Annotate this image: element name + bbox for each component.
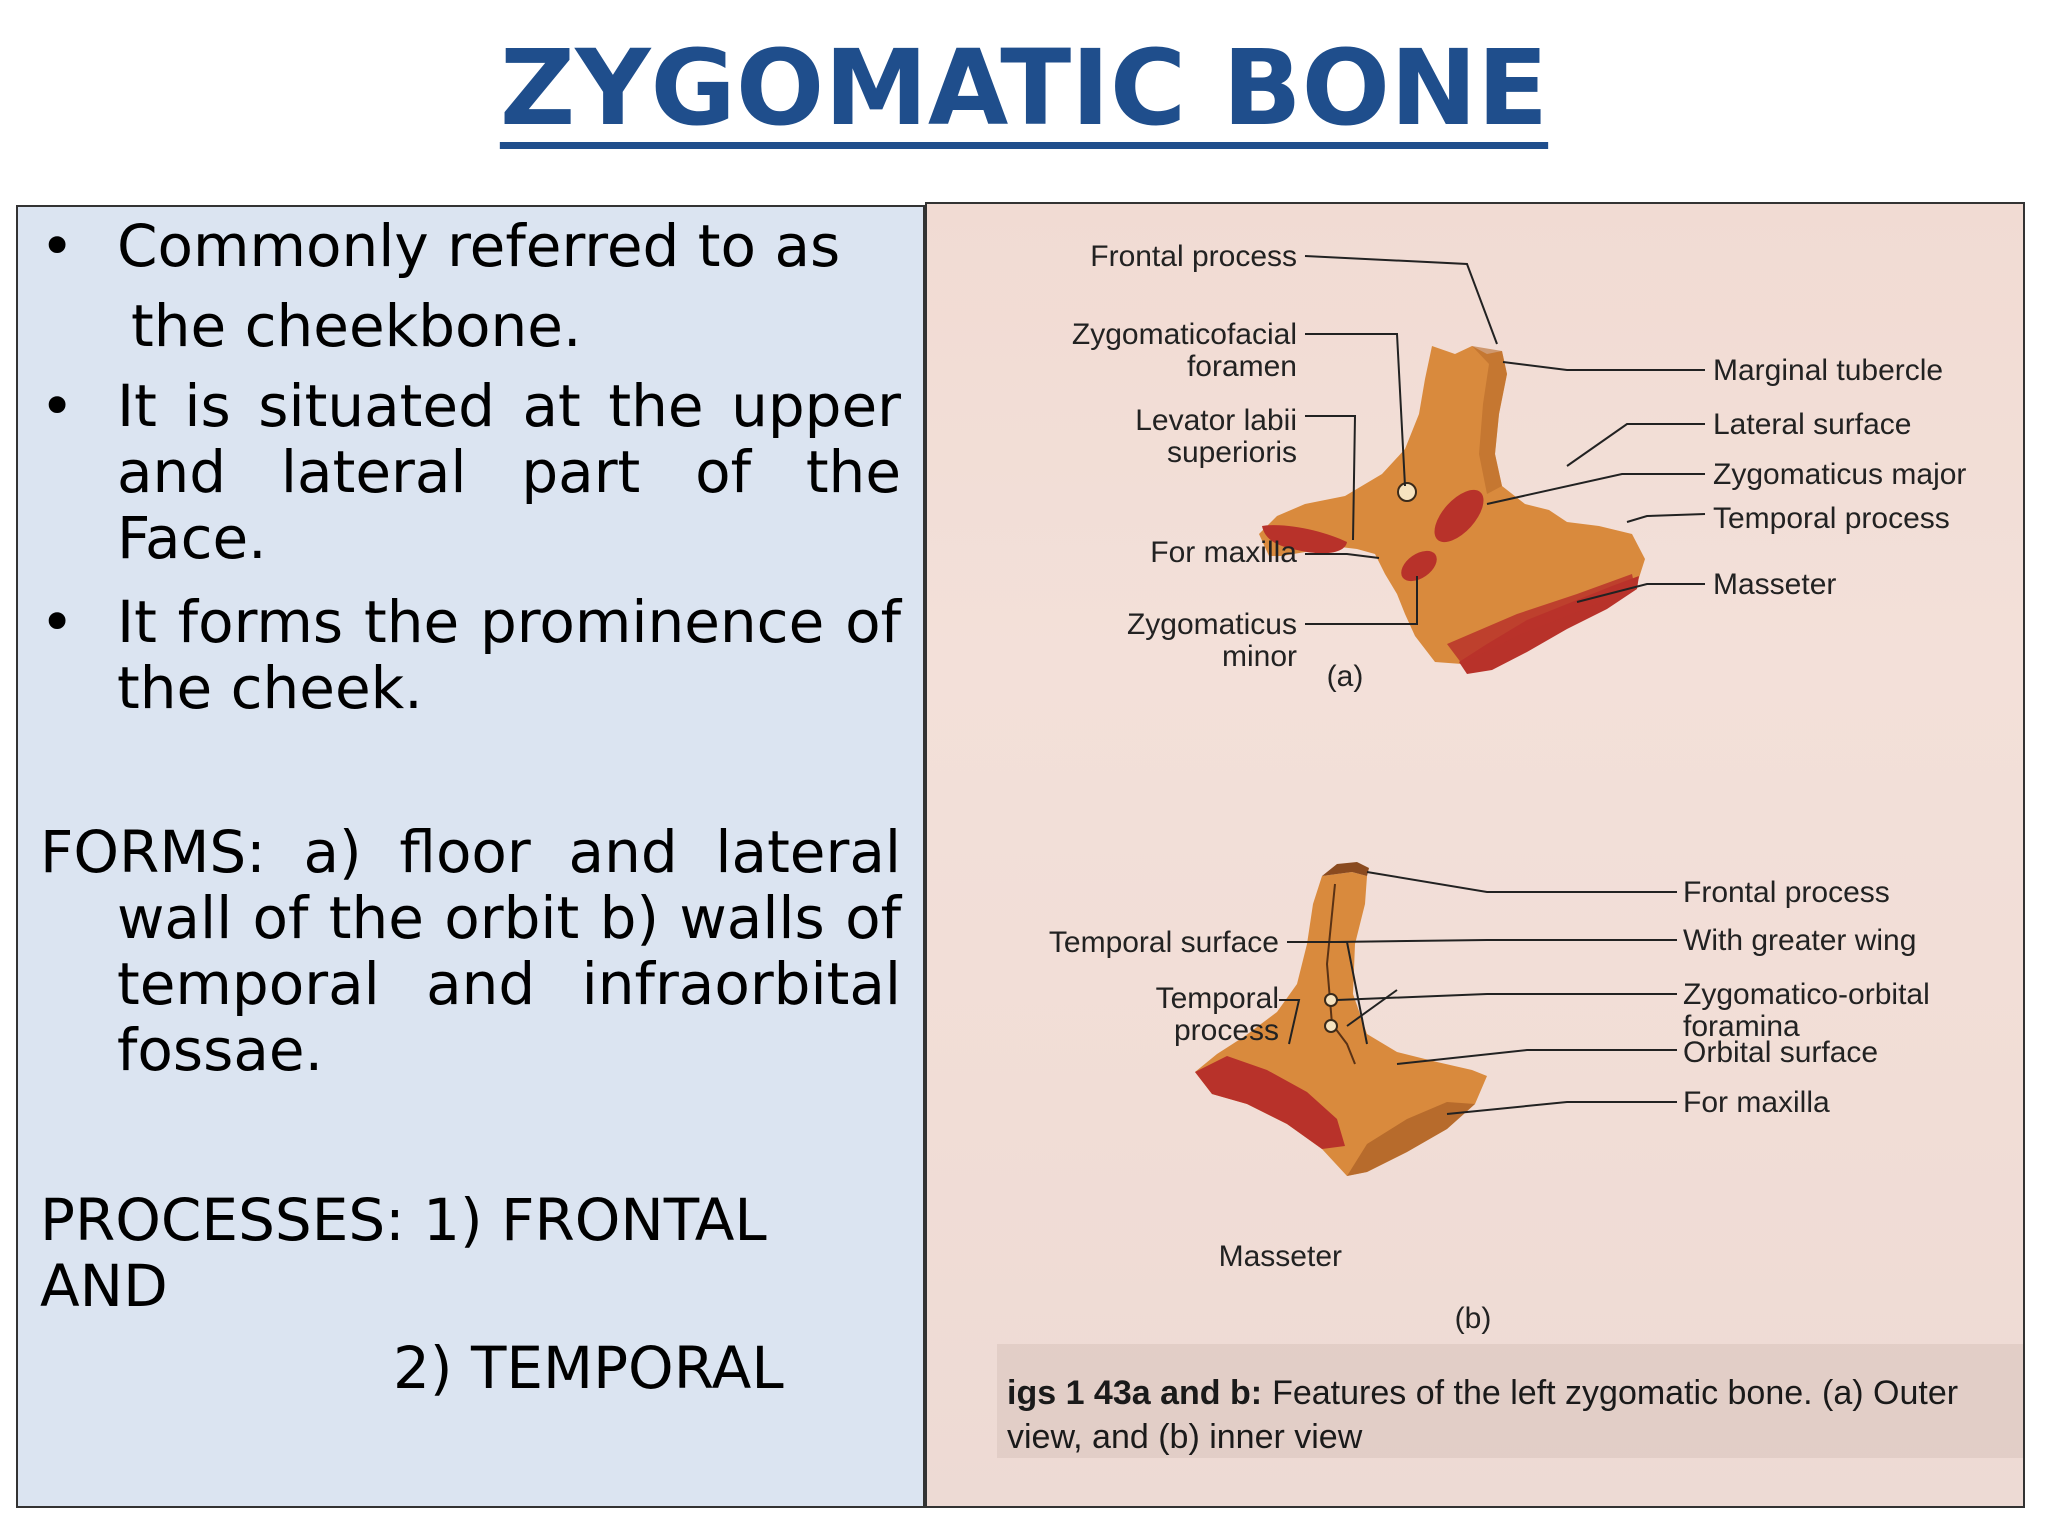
bullet-item-situation bbox=[40, 373, 901, 571]
label-a-lateral-surface: Lateral surface bbox=[1713, 408, 1912, 441]
forms-paragraph: FORMS: a) floor and lateral wall of the orbit b) walls of temporal and infraorbital fossae. bbox=[40, 818, 901, 1084]
label-b-orbital-surface: Orbital surface bbox=[1683, 1036, 1879, 1069]
figure-caption-line1 bbox=[1007, 1374, 1958, 1412]
slide-title bbox=[0, 27, 2048, 149]
label-a-marginal-tubercle: Marginal tubercle bbox=[1713, 354, 1944, 387]
label-a-temporal-process: Temporal process bbox=[1713, 502, 1950, 535]
anatomy-illustration bbox=[927, 204, 2025, 1508]
figure-caption-line2: view, and (b) inner view bbox=[1007, 1418, 1363, 1456]
anatomy-figure bbox=[925, 202, 2025, 1508]
bullet-item-prominence bbox=[40, 589, 901, 721]
zygomaticofacial-foramen-a bbox=[1398, 483, 1416, 501]
processes-line1: PROCESSES: 1) FRONTAL AND bbox=[40, 1186, 767, 1320]
figure-caption-rest: Features of the left zygomatic bone. (a) Outer bbox=[1272, 1374, 1959, 1412]
bullet-text: It is situated at the upper and lateral part of the Face. bbox=[117, 372, 901, 572]
label-b-for-maxilla: For maxilla bbox=[1683, 1086, 1830, 1119]
bullet-text-line2: the cheekbone. bbox=[131, 292, 582, 360]
label-a-levator-2: superioris bbox=[1166, 436, 1297, 469]
label-a-tag: (a) bbox=[1326, 660, 1364, 693]
label-a-zyg-minor-2: minor bbox=[1221, 640, 1297, 673]
zygomatico-orbital-foramen-2 bbox=[1325, 1020, 1337, 1032]
figure-caption-bold: igs 1 43a and b: bbox=[1007, 1374, 1263, 1412]
label-a-zygomaticus-major: Zygomaticus major bbox=[1713, 458, 1967, 491]
slide-title-text: ZYGOMATIC BONE bbox=[499, 27, 1549, 149]
label-b-tag: (b) bbox=[1454, 1302, 1492, 1335]
label-a-levator-1: Levator labii bbox=[1135, 404, 1297, 437]
label-a-for-maxilla: For maxilla bbox=[1150, 536, 1297, 569]
label-a-zyg-minor-1: Zygomaticus bbox=[1126, 608, 1297, 641]
label-b-zyg-orbital-2: foramina bbox=[1683, 1010, 1800, 1043]
bullet-text: It forms the prominence of the cheek. bbox=[117, 588, 901, 722]
label-b-frontal-process: Frontal process bbox=[1683, 876, 1890, 909]
bullet-text-line1: Commonly referred to as bbox=[117, 212, 841, 280]
zygomatico-orbital-foramen-1 bbox=[1325, 994, 1337, 1006]
label-b-greater-wing: With greater wing bbox=[1683, 924, 1917, 957]
label-b-masseter: Masseter bbox=[1218, 1240, 1342, 1273]
label-b-temporal-process-1: Temporal bbox=[1155, 982, 1279, 1015]
processes-line2: 2) TEMPORAL bbox=[393, 1334, 784, 1402]
label-b-zyg-orbital-1: Zygomatico-orbital bbox=[1683, 978, 1930, 1011]
label-b-temporal-surface: Temporal surface bbox=[1048, 926, 1279, 959]
label-b-temporal-process-2: process bbox=[1173, 1014, 1279, 1047]
label-a-masseter: Masseter bbox=[1713, 568, 1837, 601]
text-panel bbox=[16, 205, 925, 1508]
label-a-zygomaticofacial-2: foramen bbox=[1186, 350, 1297, 383]
bullet-list bbox=[40, 213, 901, 721]
label-a-frontal-process: Frontal process bbox=[1090, 240, 1297, 273]
processes-paragraph bbox=[40, 1187, 901, 1401]
label-a-zygomaticofacial-1: Zygomaticofacial bbox=[1071, 318, 1297, 351]
bullet-item-cheekbone bbox=[40, 213, 901, 359]
